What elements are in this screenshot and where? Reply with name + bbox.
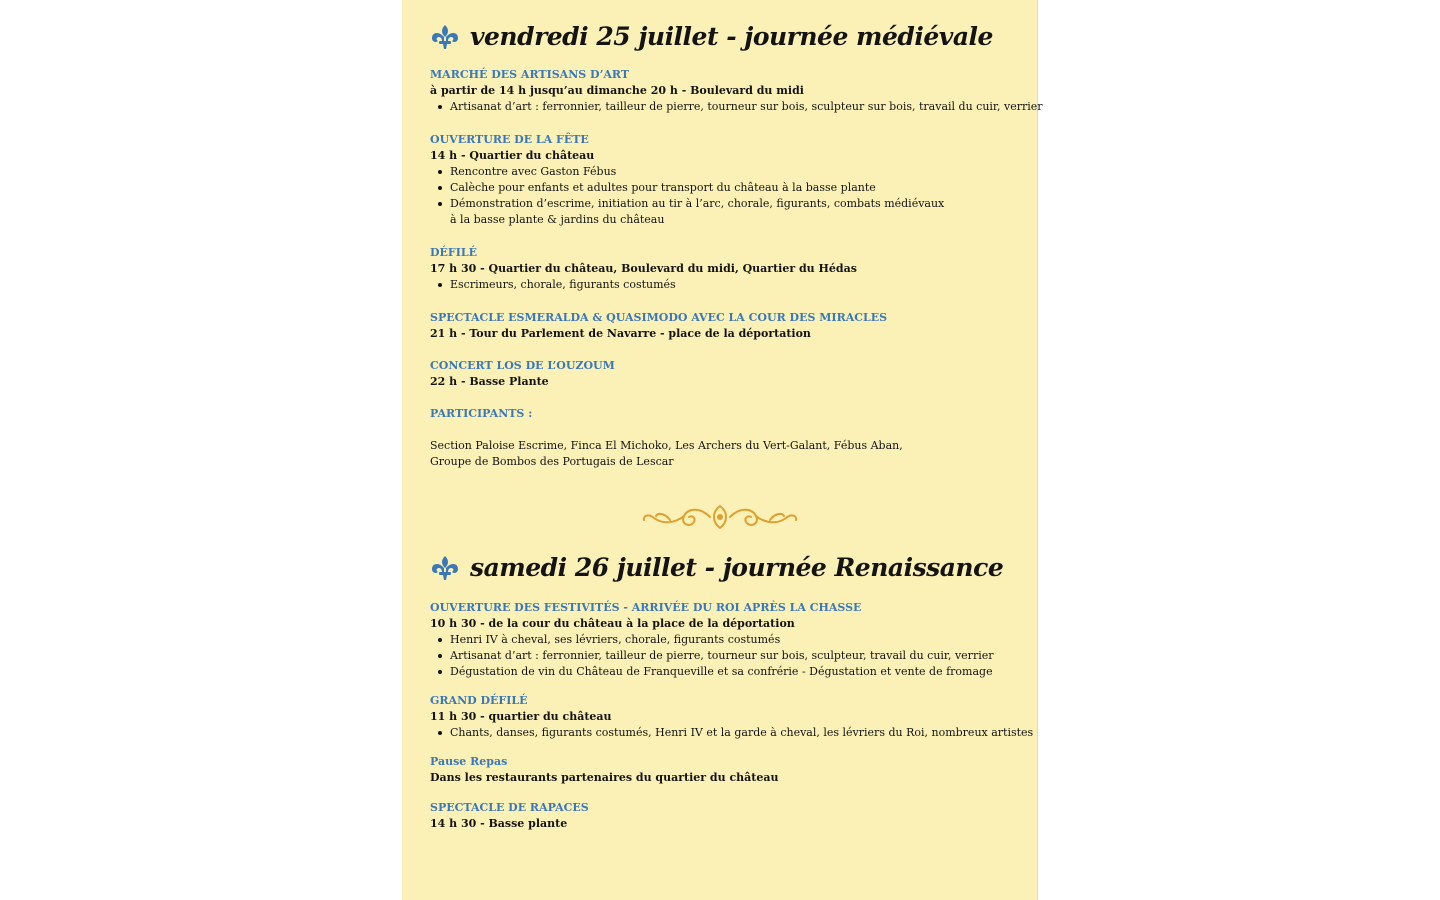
day1-header (430, 22, 993, 51)
list-item: Henri IV à cheval, ses lévriers, chorale, figurants costumés (450, 632, 1020, 648)
section-rapaces (430, 800, 1020, 832)
section-concert (430, 358, 1020, 390)
section-participants (430, 406, 1020, 470)
section-subtitle: 14 h 30 - Basse plante (430, 817, 568, 830)
section-title: MARCHÉ DES ARTISANS D’ART (430, 68, 630, 81)
fleur-de-lis-icon (430, 23, 460, 51)
section-title: SPECTACLE DE RAPACES (430, 801, 589, 814)
section-subtitle: 21 h - Tour du Parlement de Navarre - place de la déportation (430, 327, 811, 340)
section-subtitle: 14 h - Quartier du château (430, 149, 595, 162)
section-subtitle: à partir de 14 h jusqu’au dimanche 20 h - Boulevard du midi (430, 84, 804, 97)
section-ouverture (430, 132, 1020, 228)
section-pause-repas (430, 754, 1020, 786)
section-subtitle: 22 h - Basse Plante (430, 375, 549, 388)
participants-line: Groupe de Bombos des Portugais de Lescar (430, 455, 674, 468)
list-item-continuation: à la basse plante & jardins du château (450, 213, 665, 226)
list-item: Escrimeurs, chorale, figurants costumés (450, 277, 1020, 293)
section-defile (430, 245, 1020, 293)
section-ouverture-festivites (430, 600, 1020, 680)
section-subtitle: 11 h 30 - quartier du château (430, 710, 612, 723)
list-item: Démonstration d’escrime, initiation au tir à l’arc, chorale, figurants, combats médiévaux (450, 196, 1020, 212)
section-title: GRAND DÉFILÉ (430, 694, 528, 707)
list-item: Calèche pour enfants et adultes pour transport du château à la basse plante (450, 180, 1020, 196)
day2-header (430, 553, 1003, 582)
section-title: Pause Repas (430, 755, 508, 768)
section-subtitle: 10 h 30 - de la cour du château à la place de la déportation (430, 617, 795, 630)
ornament-flourish-icon (640, 502, 800, 532)
section-title: PARTICIPANTS : (430, 407, 533, 420)
list-item: Artisanat d’art : ferronnier, tailleur de pierre, tourneur sur bois, sculpteur, travail du cuir, verrier (450, 648, 1020, 664)
section-title: SPECTACLE ESMERALDA & QUASIMODO AVEC LA COUR DES MIRACLES (430, 311, 888, 324)
day2-title: samedi 26 juillet - journée Renaissance (470, 553, 1004, 582)
program-page (402, 0, 1043, 900)
day1-title: vendredi 25 juillet - journée médiévale (470, 22, 993, 51)
list-item: Chants, danses, figurants costumés, Henri IV et la garde à cheval, les lévriers du Roi, nombreux artistes (450, 726, 1034, 739)
section-marche (430, 67, 1043, 115)
list-item: Dégustation de vin du Château de Franqueville et sa confrérie - Dégustation et vente de fromage (450, 664, 1020, 680)
section-subtitle: 17 h 30 - Quartier du château, Boulevard du midi, Quartier du Hédas (430, 262, 857, 275)
section-spectacle-esmeralda (430, 310, 1020, 342)
participants-line: Section Paloise Escrime, Finca El Michoko, Les Archers du Vert-Galant, Fébus Aban, (430, 439, 903, 452)
section-title: OUVERTURE DE LA FÊTE (430, 133, 589, 146)
fleur-de-lis-icon (430, 554, 460, 582)
section-title: CONCERT LOS DE L’OUZOUM (430, 359, 615, 372)
section-title: OUVERTURE DES FESTIVITÉS - ARRIVÉE DU ROI APRÈS LA CHASSE (430, 601, 862, 614)
list-item: Artisanat d’art : ferronnier, tailleur de pierre, tourneur sur bois, sculpteur sur bois, travail du cuir, verrier (450, 100, 1043, 113)
section-title: DÉFILÉ (430, 246, 477, 259)
section-grand-defile (430, 693, 1034, 741)
section-subtitle: Dans les restaurants partenaires du quartier du château (430, 771, 779, 784)
list-item: Rencontre avec Gaston Fébus (450, 164, 1020, 180)
